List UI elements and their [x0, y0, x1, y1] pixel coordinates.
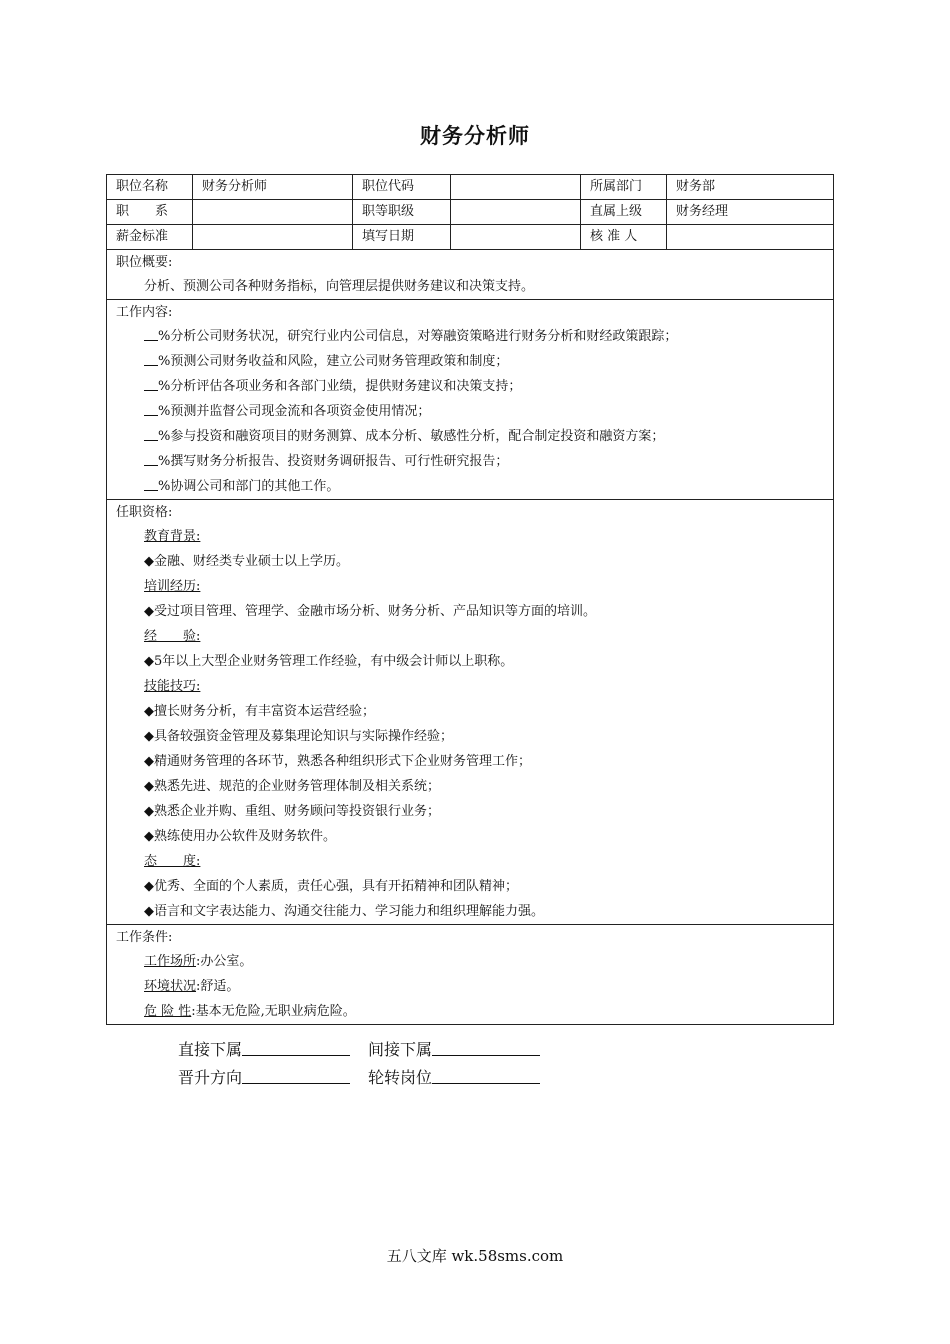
- field-label: 轮转岗位: [368, 1068, 433, 1087]
- duty-text: %分析评估各项业务和各部门业绩，提供财务建议和决策支持；: [158, 379, 522, 394]
- field-label: 间接下属: [368, 1040, 433, 1059]
- field-direct-reports: [178, 1038, 368, 1066]
- blank-line: [242, 1038, 350, 1056]
- heading-training: 培训经历:: [144, 579, 201, 594]
- value-department: 财务部: [676, 179, 716, 194]
- qualification-item: ◆优秀、全面的个人素质，责任心强，具有开拓精神和团队精神；: [144, 879, 518, 894]
- condition-value: :舒适。: [196, 979, 240, 994]
- qualification-item: ◆擅长财务分析，有丰富资本运营经验；: [144, 704, 375, 719]
- qualification-heading: [107, 574, 833, 599]
- field-rotation-position: [368, 1066, 558, 1094]
- value-grade: [451, 200, 581, 224]
- qualification-heading: [107, 674, 833, 699]
- condition-item: [107, 974, 833, 999]
- condition-item: [107, 949, 833, 974]
- duty-text: %预测并监督公司现金流和各项资金使用情况；: [158, 404, 431, 419]
- duty-item: [107, 399, 833, 424]
- header-row-2: [107, 200, 833, 225]
- value-fill-date: [451, 225, 581, 249]
- reporting-row-2: [178, 1066, 558, 1094]
- duties-label: 工作内容:: [116, 305, 173, 320]
- percent-blank: [144, 403, 158, 416]
- qualification-heading: [107, 524, 833, 549]
- reporting-fields: [178, 1038, 558, 1094]
- duty-item: [107, 474, 833, 499]
- label-position-code: 职位代码: [353, 175, 451, 199]
- heading-attitude: 态 度:: [144, 854, 201, 869]
- qualification-item: ◆熟悉企业并购、重组、财务顾问等投资银行业务；: [144, 804, 440, 819]
- percent-blank: [144, 478, 158, 491]
- document-title: 财务分析师: [420, 124, 530, 148]
- duty-item: [107, 349, 833, 374]
- duty-text: %参与投资和融资项目的财务测算、成本分析、敏感性分析，配合制定投资和融资方案；: [158, 429, 665, 444]
- overview-text: 分析、预测公司各种财务指标，向管理层提供财务建议和决策支持。: [144, 279, 535, 294]
- conditions-label: 工作条件:: [116, 930, 173, 945]
- value-approver: [667, 225, 833, 249]
- qualification-heading: [107, 624, 833, 649]
- percent-blank: [144, 378, 158, 391]
- heading-experience: 经 验:: [144, 629, 201, 644]
- duty-text: %预测公司财务收益和风险，建立公司财务管理政策和制度；: [158, 354, 509, 369]
- field-label: 直接下属: [178, 1040, 243, 1059]
- duty-item: [107, 324, 833, 349]
- percent-blank: [144, 328, 158, 341]
- condition-key: 环境状况: [144, 979, 197, 994]
- qualification-item: ◆熟练使用办公软件及财务软件。: [144, 829, 336, 844]
- percent-blank: [144, 353, 158, 366]
- qualification-item: ◆5年以上大型企业财务管理工作经验，有中级会计师以上职称。: [144, 654, 514, 669]
- header-row-1: [107, 175, 833, 200]
- qualification-item: ◆金融、财经类专业硕士以上学历。: [144, 554, 349, 569]
- label-position-name: 职位名称: [107, 175, 193, 199]
- value-supervisor: 财务经理: [676, 204, 729, 219]
- reporting-row-1: [178, 1038, 558, 1066]
- duties-section: [107, 300, 833, 500]
- blank-line: [242, 1066, 350, 1084]
- field-indirect-reports: [368, 1038, 558, 1066]
- duty-item: [107, 424, 833, 449]
- value-position-code: [451, 175, 581, 199]
- overview-label: 职位概要:: [116, 255, 173, 270]
- label-salary: 薪金标准: [107, 225, 193, 249]
- qualification-item: ◆熟悉先进、规范的企业财务管理体制及相关系统；: [144, 779, 440, 794]
- header-row-3: [107, 225, 833, 250]
- blank-line: [432, 1066, 540, 1084]
- label-approver: 核 准 人: [581, 225, 667, 249]
- value-salary: [193, 225, 353, 249]
- field-promotion-path: [178, 1066, 368, 1094]
- conditions-section: [107, 925, 833, 1024]
- qualification-item: ◆具备较强资金管理及募集理论知识与实际操作经验；: [144, 729, 453, 744]
- qualification-item: ◆精通财务管理的各环节，熟悉各种组织形式下企业财务管理工作；: [144, 754, 531, 769]
- condition-key: 工作场所: [144, 954, 197, 969]
- condition-key: 危 险 性: [144, 1004, 192, 1019]
- percent-blank: [144, 453, 158, 466]
- value-position-name: 财务分析师: [193, 175, 353, 199]
- duty-text: %撰写财务分析报告、投资财务调研报告、可行性研究报告；: [158, 454, 509, 469]
- label-department: 所属部门: [581, 175, 667, 199]
- duty-text: %协调公司和部门的其他工作。: [158, 479, 340, 494]
- heading-education: 教育背景:: [144, 529, 201, 544]
- overview-section: [107, 250, 833, 300]
- label-supervisor: 直属上级: [581, 200, 667, 224]
- site-footer: 五八文库 wk.58sms.com: [386, 1247, 564, 1265]
- qualifications-label: 任职资格:: [116, 505, 173, 520]
- condition-value: :办公室。: [196, 954, 253, 969]
- job-description-table: [106, 174, 834, 1025]
- blank-line: [432, 1038, 540, 1056]
- value-job-family: [193, 200, 353, 224]
- qualification-item: ◆语言和文字表达能力、沟通交往能力、学习能力和组织理解能力强。: [144, 904, 544, 919]
- condition-value: :基本无危险,无职业病危险。: [191, 1004, 356, 1019]
- duty-text: %分析公司财务状况，研究行业内公司信息，对筹融资策略进行财务分析和财经政策跟踪；: [158, 329, 678, 344]
- duty-item: [107, 374, 833, 399]
- qualification-heading: [107, 849, 833, 874]
- label-job-family: 职 系: [107, 200, 193, 224]
- condition-item: [107, 999, 833, 1024]
- heading-skills: 技能技巧:: [144, 679, 201, 694]
- qualifications-section: [107, 500, 833, 925]
- qualification-item: ◆受过项目管理、管理学、金融市场分析、财务分析、产品知识等方面的培训。: [144, 604, 596, 619]
- duty-item: [107, 449, 833, 474]
- percent-blank: [144, 428, 158, 441]
- field-label: 晋升方向: [178, 1068, 243, 1087]
- label-grade: 职等职级: [353, 200, 451, 224]
- label-fill-date: 填写日期: [353, 225, 451, 249]
